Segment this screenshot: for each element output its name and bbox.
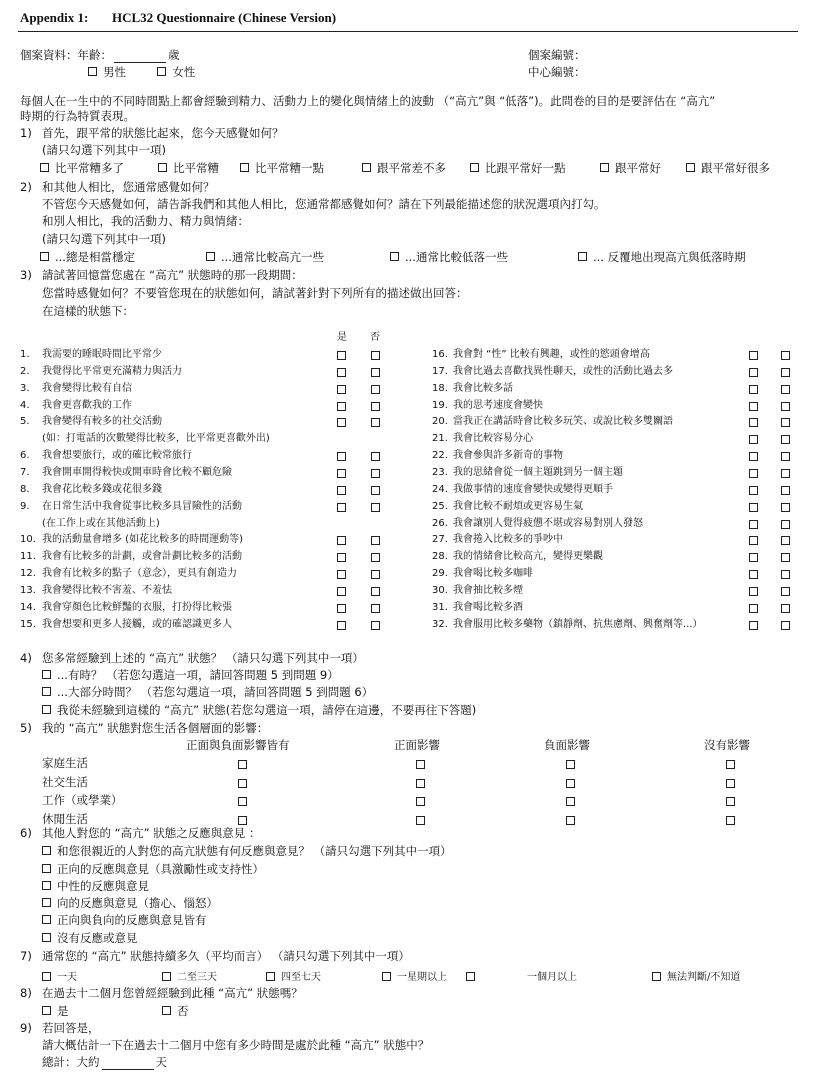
q5-row-label: 休閒生活 [42,811,88,826]
q3-yes-checkbox[interactable] [337,418,346,427]
q7-option-label: 四至七天 [281,972,321,983]
q6-option-label: 沒有反應或意見 [57,931,138,945]
q3-item-text: 我會參與許多新奇的事物 [453,450,563,462]
q3-no-checkbox[interactable] [781,587,790,596]
q3-no-checkbox[interactable] [781,486,790,495]
q9-total-row [42,1055,167,1070]
q1-option[interactable] [362,161,446,176]
checkbox[interactable] [470,163,479,172]
q3-item-number: 21. [432,433,448,445]
checkbox[interactable] [40,252,49,261]
q4-option[interactable] [42,685,373,700]
page-title: HCL32 Questionnaire (Chinese Version) [112,10,337,25]
q5-checkbox[interactable] [238,779,247,788]
checkbox[interactable] [206,252,215,261]
q3-item-number: 27. [432,534,448,546]
checkbox[interactable] [42,705,51,714]
q2-option[interactable] [206,250,324,265]
q5-checkbox[interactable] [416,779,425,788]
q6-option-label: 和您很親近的人對您的高亢狀態有何反應與意見？ （請只勾選下列其中一項） [57,844,452,858]
q3-yes-checkbox[interactable] [749,587,758,596]
q3-item-number: 12. [20,568,36,580]
q3-item-text: 我會比較不耐煩或更容易生氣 [453,500,583,512]
checkbox[interactable] [600,163,609,172]
q1-option-label: 比平常糟一點 [255,161,324,175]
case-no-label: 個案編號： [528,48,586,62]
checkbox[interactable] [652,972,661,981]
q3-no-checkbox[interactable] [781,402,790,411]
q3-item-text: 我會變得有較多的社交活動 [42,416,162,428]
female-label: 女性 [172,65,196,79]
q5-col-header: 沒有影響 [704,738,750,752]
q3-no-checkbox[interactable] [781,553,790,562]
q3-yes-checkbox[interactable] [337,604,346,613]
q3-item-number: 31. [432,601,448,613]
intro-line-1: 每個人在一生中的不同時間點上都會經驗到精力、活動力上的變化與情緒上的波動 （“高亢”與 “低落”)。此問卷的目的是要評估在 “高亢” [20,94,716,108]
q3-no-checkbox[interactable] [781,520,790,529]
q3-item-number: 13. [20,584,36,596]
q7-option[interactable] [162,968,217,983]
checkbox[interactable] [42,864,51,873]
q6-option[interactable] [42,896,218,911]
age-unit: 歲 [168,48,180,62]
q4-option-label: ...大部分時間？ （若您勾選這一項，請回答問題 5 到問題 6） [57,685,374,699]
checkbox[interactable] [158,163,167,172]
q3-yes-checkbox[interactable] [749,570,758,579]
q4-option[interactable] [42,703,476,718]
q3-yes-checkbox[interactable] [749,351,758,360]
q3-no-checkbox[interactable] [781,368,790,377]
q3-no-checkbox[interactable] [371,570,380,579]
q9-text: 若回答是， [42,1021,100,1035]
q5-checkbox[interactable] [566,760,575,769]
checkbox[interactable] [42,898,51,907]
q3-no-checkbox[interactable] [781,385,790,394]
q9-total-label: 總計：大約 [42,1055,100,1069]
q7-option-label: 一個月以上 [527,972,577,983]
q5-checkbox[interactable] [726,760,735,769]
checkbox[interactable] [42,846,51,855]
q5-number: 5) [20,721,32,735]
q3-item-number: 19. [432,399,448,411]
intro-line-2: 時期的行為特質表現。 [20,109,135,123]
q3-item-number: 8. [20,483,30,495]
q5-text: 我的 “高亢” 狀態對您生活各個層面的影響： [42,721,269,735]
q3-no-checkbox[interactable] [781,452,790,461]
q3-yes-checkbox[interactable] [749,536,758,545]
q3-item-number: 6. [20,450,30,462]
q1-option-label: 比平常糟多了 [55,161,124,175]
q3-item-text: 我會想要旅行，或的確比較常旅行 [42,450,192,462]
q5-col-header: 正面影響 [394,738,440,752]
checkbox[interactable] [266,972,275,981]
q2-option[interactable] [390,250,508,265]
demographics-row [20,48,180,63]
q7-option[interactable] [652,968,740,983]
q2-note: (請只勾選下列其中一項) [42,232,166,246]
q3-item-number: 26. [432,517,448,529]
q3-item-text: 我會喝比較多酒 [453,601,523,613]
q3-no-checkbox[interactable] [371,503,380,512]
q5-checkbox[interactable] [566,816,575,825]
q3-line-2: 您當時感覺如何？不要管您現在的狀態如何，請試著針對下列所有的描述做出回答： [42,286,468,300]
q3-item-number: 14. [20,601,36,613]
q6-option-label: 正向與負向的反應與意見皆有 [57,913,207,927]
q8-yes-label: 是 [57,1004,69,1018]
q3-item-text: 我的活動量會增多 (如花比較多的時間運動等) [42,534,243,546]
q3-item-number: 15. [20,618,36,630]
checkbox[interactable] [578,252,587,261]
q8-no-option[interactable] [162,1004,189,1019]
q3-item-text: 我會喝比較多咖啡 [453,568,533,580]
q3-item-number: 24. [432,483,448,495]
q3-no-checkbox[interactable] [781,435,790,444]
q3-yes-checkbox[interactable] [749,520,758,529]
q6-text: 其他人對您的 “高亢” 狀態之反應與意見 ： [42,826,261,840]
q9-number: 9) [20,1021,32,1035]
q3-item-number: 32. [432,618,448,630]
q3-yes-checkbox[interactable] [749,553,758,562]
q3-item-text: 我會想要和更多人接觸，或的確認識更多人 [42,618,232,630]
q3-item-text: 我會讓別人覺得疲憊不堪或容易對別人發怒 [453,517,643,529]
q3-yes-checkbox[interactable] [749,368,758,377]
q3-item-text: 當我正在講話時會比較多玩笑、或說比較多雙關語 [453,416,673,428]
q3-item-number: 10. [20,534,36,546]
q3-yes-checkbox[interactable] [749,469,758,478]
q3-yes-checkbox[interactable] [749,435,758,444]
q7-text: 通常您的 “高亢” 狀態持續多久（平均而言） （請只勾選下列其中一項） [42,949,410,963]
q3-item-number: 16. [432,349,448,360]
q3-item-number: 1. [20,349,30,360]
q1-option[interactable] [240,161,324,176]
q3-item-number: 2. [20,365,30,377]
age-field[interactable] [114,50,166,63]
q3-item-number: 11. [20,551,36,563]
header-rule [18,31,798,32]
q3-no-checkbox[interactable] [371,536,380,545]
q3-yes-checkbox[interactable] [749,503,758,512]
q1-note: (請只勾選下列其中一項) [42,143,166,157]
q3-yes-checkbox[interactable] [337,621,346,630]
q3-no-checkbox[interactable] [371,368,380,377]
q8-no-label: 否 [177,1004,189,1018]
q7-number: 7) [20,949,32,963]
q8-number: 8) [20,986,32,1000]
q1-option[interactable] [470,161,566,176]
appendix-label: Appendix 1: [20,10,89,25]
q3-item-text: 我的情緒會比較高亢，變得更樂觀 [453,551,603,563]
q1-option[interactable] [686,161,770,176]
checkbox[interactable] [42,1006,51,1015]
q3-no-header: 否 [370,332,380,343]
q3-yes-checkbox[interactable] [337,553,346,562]
q4-number: 4) [20,651,32,665]
q7-option-label: 二至三天 [177,972,217,983]
q9-line-2: 請大概估計一下在過去十二個月中您有多少時間是處於此種 “高亢” 狀態中？ [42,1038,430,1052]
q3-yes-checkbox[interactable] [749,418,758,427]
q3-no-checkbox[interactable] [371,604,380,613]
q1-option[interactable] [40,161,124,176]
q3-item-number: 3. [20,382,30,394]
q3-no-checkbox[interactable] [781,351,790,360]
male-label: 男性 [103,65,126,79]
q3-item-number: 22. [432,450,448,462]
q3-yes-checkbox[interactable] [337,452,346,461]
q5-checkbox[interactable] [416,797,425,806]
q3-item-number: 4. [20,399,30,411]
q3-no-checkbox[interactable] [781,418,790,427]
checkbox[interactable] [40,163,49,172]
q5-checkbox[interactable] [566,779,575,788]
q3-yes-checkbox[interactable] [337,570,346,579]
q3-yes-checkbox[interactable] [337,469,346,478]
checkbox[interactable] [162,972,171,981]
q3-item-text: 我會開車開得較快或開車時會比較不顧危險 [42,466,232,478]
q1-option-label: 跟平常好 [615,161,661,175]
q2-text: 和其他人相比，您通常感覺如何？ [42,180,215,194]
q4-option[interactable] [42,668,339,683]
q6-option[interactable] [42,844,452,859]
q3-no-checkbox[interactable] [781,570,790,579]
q1-option-label: 跟平常好很多 [701,161,770,175]
q5-checkbox[interactable] [238,816,247,825]
q7-option[interactable] [382,968,447,983]
info-label: 個案資料：年齡： [20,48,112,62]
q3-no-checkbox[interactable] [371,452,380,461]
q2-option-label: ... 反覆地出現高亢與低落時期 [593,250,746,264]
q5-col-header: 正面與負面影響皆有 [186,738,290,752]
q5-row-label: 工作（或學業） [42,793,123,807]
q9-unit: 天 [155,1055,167,1069]
q5-col-header: 負面影響 [544,738,590,752]
checkbox[interactable] [42,915,51,924]
q3-item-number: 20. [432,416,448,428]
q3-line-3: 在這樣的狀態下： [42,304,134,318]
q1-option-label: 比跟平常好一點 [485,161,566,175]
q3-item-number: 30. [432,584,448,596]
q7-option-label: 一星期以上 [397,972,447,983]
male-checkbox[interactable] [88,67,97,76]
q3-no-checkbox[interactable] [371,385,380,394]
q1-number: 1) [20,126,32,140]
q3-no-checkbox[interactable] [371,553,380,562]
q5-checkbox[interactable] [238,760,247,769]
q1-text: 首先，跟平常的狀態比起來，您今天感覺如何？ [42,126,284,140]
q5-checkbox[interactable] [726,779,735,788]
q3-no-checkbox[interactable] [371,469,380,478]
q3-item-text: 我會捲入比較多的爭吵中 [453,534,563,546]
q3-no-checkbox[interactable] [781,536,790,545]
checkbox[interactable] [466,972,475,981]
q7-option[interactable] [266,968,321,983]
q3-yes-header: 是 [337,332,347,343]
q4-text: 您多常經驗到上述的 “高亢” 狀態？ （請只勾選下列其中一項） [42,651,364,665]
q1-option[interactable] [600,161,661,176]
q6-option-label: 向的反應與意見（擔心、惱怒） [57,896,218,910]
q3-no-checkbox[interactable] [781,621,790,630]
q3-item-text: 我覺得比平常更充滿精力與活力 [42,365,182,377]
q3-item-note: (如：打電話的次數變得比較多，比平常更喜歡外出) [42,433,270,445]
q6-number: 6) [20,826,32,840]
q7-option-label: 一天 [57,972,77,983]
q3-yes-checkbox[interactable] [749,385,758,394]
q3-item-number: 7. [20,466,30,478]
q3-yes-checkbox[interactable] [337,368,346,377]
q3-item-text: 我做事情的速度會變快或變得更順手 [453,483,613,495]
q2-option-label: ...通常比較高亢一些 [221,250,324,264]
q3-item-number: 28. [432,551,448,563]
q5-checkbox[interactable] [416,760,425,769]
checkbox[interactable] [42,933,51,942]
q3-item-text: 我會變得比較不害羞、不羞怯 [42,584,172,596]
q1-option-label: 跟平常差不多 [377,161,446,175]
q3-no-checkbox[interactable] [371,418,380,427]
q3-item-text: 我會服用比較多藥物（鎮靜劑、抗焦慮劑、興奮劑等...） [453,618,703,630]
q1-option[interactable] [158,161,219,176]
q7-option[interactable] [466,968,577,983]
q3-yes-checkbox[interactable] [749,402,758,411]
checkbox[interactable] [162,1006,171,1015]
q6-option[interactable] [42,879,149,894]
q3-yes-checkbox[interactable] [337,503,346,512]
q2-line-3: 和別人相比，我的活動力、精力與情緒： [42,214,249,228]
checkbox[interactable] [686,163,695,172]
q3-item-text: 我會比過去喜歡找異性聊天，或性的活動比過去多 [453,365,673,377]
q3-no-checkbox[interactable] [371,587,380,596]
q3-item-text: 我會抽比較多煙 [453,584,523,596]
checkbox[interactable] [42,972,51,981]
q3-yes-checkbox[interactable] [337,587,346,596]
checkbox[interactable] [42,881,51,890]
q3-item-text: 在日常生活中我會從事比較多具冒險性的活動 [42,500,242,512]
q7-option[interactable] [42,968,77,983]
q5-checkbox[interactable] [416,816,425,825]
q5-checkbox[interactable] [566,797,575,806]
q3-no-checkbox[interactable] [371,486,380,495]
q3-yes-checkbox[interactable] [749,604,758,613]
checkbox[interactable] [42,670,51,679]
q3-no-checkbox[interactable] [781,503,790,512]
q3-yes-checkbox[interactable] [337,536,346,545]
checkbox[interactable] [240,163,249,172]
q5-row-label: 家庭生活 [42,756,88,770]
days-field[interactable] [102,1057,154,1070]
q8-text: 在過去十二個月您曾經經驗到此種 “高亢” 狀態嗎？ [42,986,303,1000]
q3-item-number: 5. [20,416,30,428]
q3-no-checkbox[interactable] [371,402,380,411]
q3-yes-checkbox[interactable] [337,385,346,394]
q5-checkbox[interactable] [238,797,247,806]
q6-option[interactable] [42,913,207,928]
q3-item-text: 我會有比較多的計劃，或會計劃比較多的活動 [42,551,242,563]
q2-line-2: 不管您今天感覺如何，請告訴我們和其他人相比，您通常都感覺如何？請在下列最能描述您的狀況選項內打勾。 [42,197,606,211]
q3-item-text: 我的思緒會從一個主題跳到另一個主題 [453,466,623,478]
q2-option-label: ...總是相當穩定 [55,250,135,264]
q2-number: 2) [20,180,32,194]
q3-yes-checkbox[interactable] [337,402,346,411]
q4-option-label: 我從未經驗到這樣的 “高亢” 狀態(若您勾選這一項，請停在這邊，不要再往下答題) [57,703,477,717]
q6-option-label: 正向的反應與意見（具激勵性或支持性） [57,862,264,876]
q3-item-number: 29. [432,568,448,580]
q4-option-label: ...有時？ （若您勾選這一項，請回答問題 5 到問題 9） [57,668,339,682]
q3-no-checkbox[interactable] [371,621,380,630]
q5-checkbox[interactable] [726,797,735,806]
q3-item-text: 我會比較多話 [453,382,513,394]
q3-item-number: 23. [432,466,448,478]
q3-item-number: 25. [432,500,448,512]
q3-no-checkbox[interactable] [781,469,790,478]
checkbox[interactable] [42,687,51,696]
q3-item-number: 17. [432,365,448,377]
q3-yes-checkbox[interactable] [337,486,346,495]
q3-item-number: 18. [432,382,448,394]
q3-item-text: 我會花比較多錢或花很多錢 [42,483,162,495]
gender-row [88,65,195,80]
q5-row-label: 社交生活 [42,774,88,789]
q3-no-checkbox[interactable] [371,351,380,360]
q3-yes-checkbox[interactable] [749,452,758,461]
q3-yes-checkbox[interactable] [337,351,346,360]
checkbox[interactable] [382,972,391,981]
q3-yes-checkbox[interactable] [749,486,758,495]
female-checkbox[interactable] [157,67,166,76]
q2-option[interactable] [578,250,746,265]
q1-option-label: 比平常糟 [173,161,219,175]
q3-item-text: 我會比較容易分心 [453,433,533,445]
q3-text: 請試著回憶當您處在 “高亢” 狀態時的那一段期間： [42,268,303,282]
q3-item-text: 我會穿顏色比較鮮豔的衣服，打扮得比較張 [42,601,232,613]
center-no-label: 中心編號： [528,65,586,79]
q6-option-label: 中性的反應與意見 [57,879,149,893]
q3-item-text: 我的思考速度會變快 [453,399,543,411]
q3-item-text: 我會更喜歡我的工作 [42,399,132,411]
checkbox[interactable] [390,252,399,261]
q3-number: 3) [20,268,32,282]
q5-checkbox[interactable] [726,816,735,825]
q3-yes-checkbox[interactable] [749,621,758,630]
q3-item-text: 我會有比較多的點子（意念），更具有創造力 [42,568,237,580]
q6-option[interactable] [42,931,138,946]
q3-no-checkbox[interactable] [781,604,790,613]
q3-item-text: 我會變得比較有自信 [42,382,132,394]
q8-yes-option[interactable] [42,1004,69,1019]
q3-item-text: 我需要的睡眠時間比平常少 [42,349,162,360]
q3-item-note: (在工作上或在其他活動上) [42,517,160,529]
checkbox[interactable] [362,163,371,172]
q3-item-text: 我會對 “性” 比較有興趣，或性的慾頭會增高 [453,349,650,360]
q2-option[interactable] [40,250,135,265]
q2-option-label: ...通常比較低落一些 [405,250,508,264]
q7-option-label: 無法判斷/不知道 [667,972,741,983]
q3-item-number: 9. [20,500,30,512]
q6-option[interactable] [42,862,264,877]
